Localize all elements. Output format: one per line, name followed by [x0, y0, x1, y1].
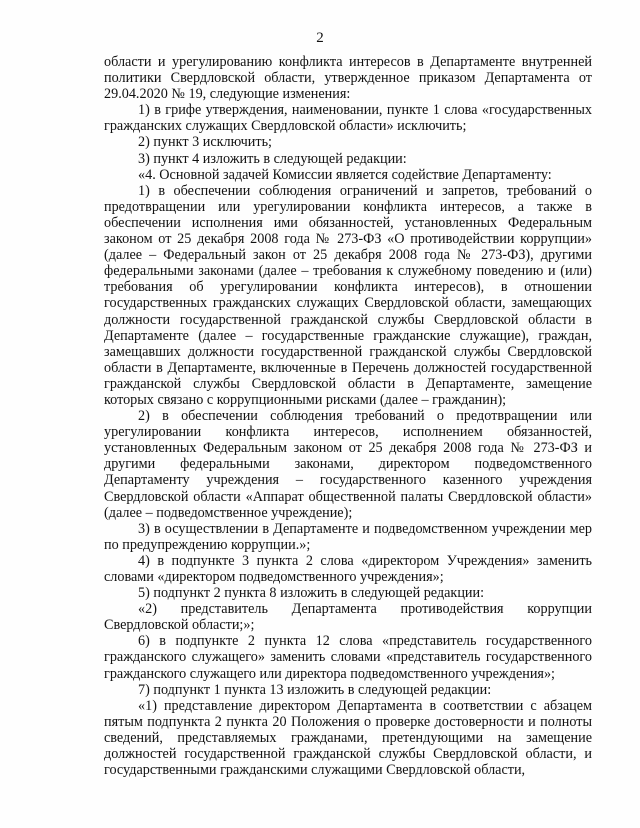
- paragraph-item-1: 1) в грифе утверждения, наименовании, пункте 1 слова «государственных гражданских служащих Свердловской области» исключить;: [104, 102, 592, 135]
- paragraph-item-5-text: «2) представитель Департамента противодействия коррупции Свердловской области;»;: [104, 601, 592, 634]
- paragraph-subclause-1: 1) в обеспечении соблюдения ограничений и запретов, требований о предотвращении или урегулировании конфликта интересов, а также в обеспечении исполнения ими обязанностей, установленных Федеральным законом от 25 декабря 2008 года № 273-ФЗ «О противодействии коррупции» (далее – Федеральный закон от 25 декабря 2008 года № 273-ФЗ), другими федеральными законами (далее – требования к служебному поведению и (или) требования об урегулировании конфликта интересов), в отношении государственных гражданских служащих Свердловской области, замещающих должности государственной гражданской службы Свердловской области в Департаменте (далее – государственные гражданские служащие), граждан, замещавших должности государственной гражданской службы Свердловской области в Департаменте, включенные в Перечень должностей государственной гражданской службы Свердловской области в Департаменте, замещение которых связано с коррупционными рисками (далее – гражданин);: [104, 182, 592, 408]
- paragraph-intro: области и урегулированию конфликта интересов в Департаменте внутренней политики Свердловской области, утвержденное приказом Департамента от 29.04.2020 № 19, следующие изменения:: [104, 54, 592, 103]
- paragraph-subclause-2: 2) в обеспечении соблюдения требований о предотвращении или урегулировании конфликта интересов, исполнением обязанностей, установленных Федеральным законом от 25 декабря 2008 года № 273-ФЗ и другими федеральными законами, директором подведомственного Департаменту учреждения – государственного казенного учреждения Свердловской области «Аппарат общественной палаты Свердловской области» (далее – подведомственное учреждение);: [104, 408, 592, 521]
- paragraph-subclause-3: 3) в осуществлении в Департаменте и подведомственном учреждении мер по предупреждению коррупции.»;: [104, 520, 592, 553]
- paragraph-item-7-text: «1) представление директором Департамента в соответствии с абзацем пятым подпункта 2 пункта 20 Положения о проверке достоверности и полноты сведений, представляемых гражданами, претендующими на замещение должностей государственной гражданской службы Свердловской области, и государственными гражданскими служащими Свердловской области,: [104, 697, 592, 779]
- document-body: [104, 54, 592, 778]
- paragraph-clause-4: «4. Основной задачей Комиссии является содействие Департаменту:: [138, 166, 552, 183]
- paragraph-item-5: 5) подпункт 2 пункта 8 изложить в следующей редакции:: [138, 585, 485, 602]
- paragraph-item-6: 6) в подпункте 2 пункта 12 слова «представитель государственного гражданского служащего» заменить словами «представитель государственного гражданского служащего или директора подведомственного учреждения»;: [104, 633, 592, 682]
- paragraph-item-2: 2) пункт 3 исключить;: [138, 134, 272, 151]
- page-number: 2: [316, 30, 324, 46]
- paragraph-item-7: 7) подпункт 1 пункта 13 изложить в следующей редакции:: [138, 681, 492, 698]
- paragraph-item-3: 3) пункт 4 изложить в следующей редакции:: [138, 150, 407, 167]
- paragraph-item-4: 4) в подпункте 3 пункта 2 слова «директором Учреждения» заменить словами «директором подведомственного учреждения»;: [104, 552, 592, 585]
